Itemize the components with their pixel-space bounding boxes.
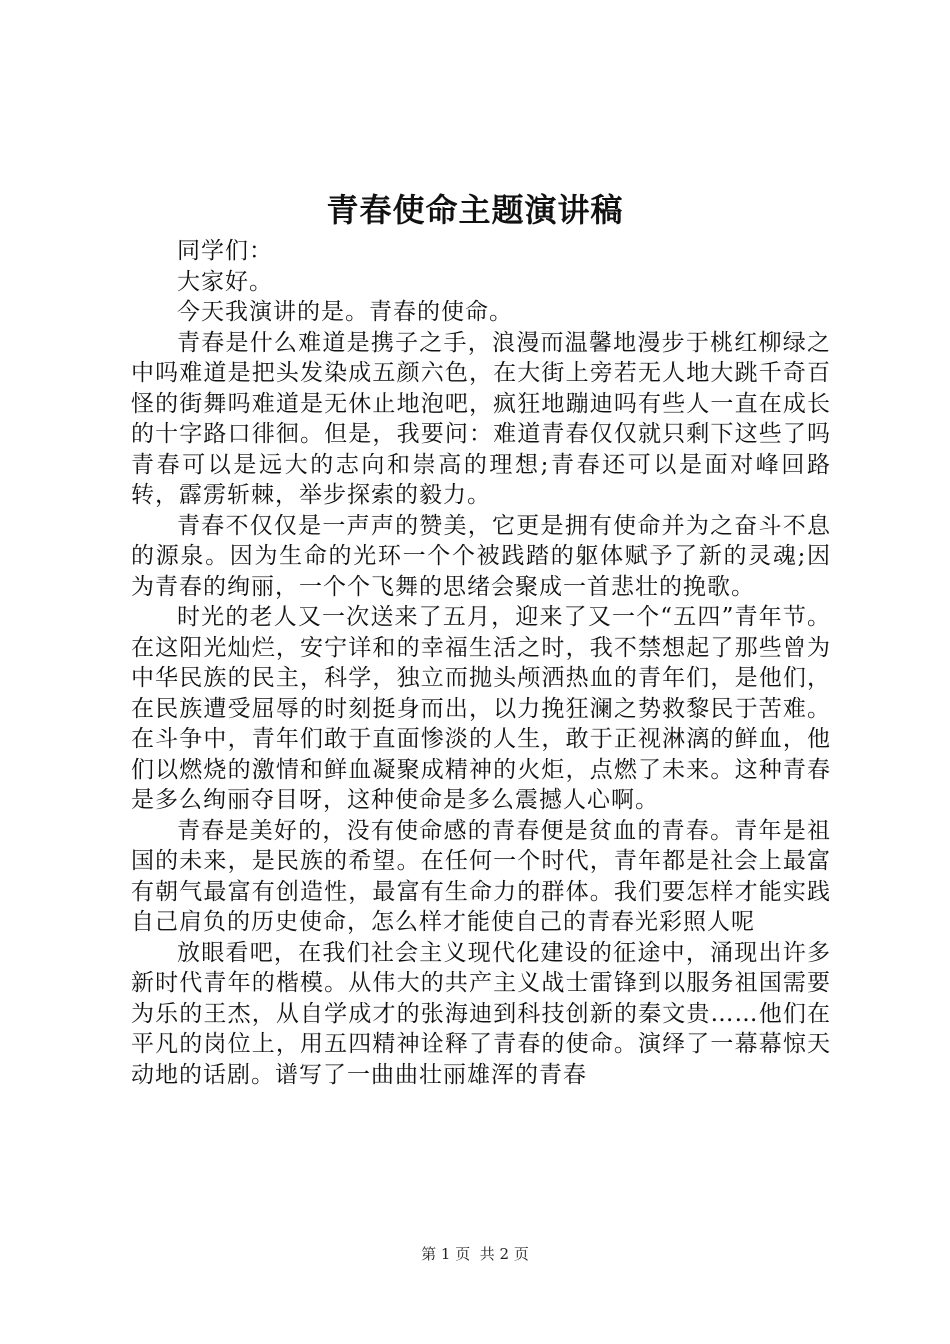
body-paragraph: 时光的老人又一次送来了五月，迎来了又一个“五四”青年节。在这阳光灿烂，安宁详和的幸福生活之时，我不禁想起了那些曾为中华民族的民主，科学，独立而抛头颅洒热血的青年们，是他们，在民族遭受屈辱的时刻挺身而出，以力挽狂澜之势救黎民于苦难。在斗争中，青年们敢于直面惨淡的人生，敢于正视淋漓的鲜血，他们以燃烧的激情和鲜血凝聚成精神的火炬，点燃了未来。这种青春是多么绚丽夺目呀，这种使命是多么震撼人心啊。 — [131, 604, 831, 813]
page-number-label: 第 1 页 共 2 页 — [421, 1245, 529, 1263]
body-paragraph: 青春不仅仅是一声声的赞美，它更是拥有使命并为之奋斗不息的源泉。因为生命的光环一个个被践踏的躯体赋予了新的灵魂;因为青春的绚丽，一个个飞舞的思绪会聚成一首悲壮的挽歌。 — [131, 512, 831, 600]
intro-paragraph: 今天我演讲的是。青春的使命。 — [177, 299, 513, 325]
body-paragraph: 放眼看吧，在我们社会主义现代化建设的征途中，涌现出许多新时代青年的楷模。从伟大的共产主义战士雷锋到以服务祖国需要为乐的王杰，从自学成才的张海迪到科技创新的秦文贵……他们在平凡的岗位上，用五四精神诠释了青春的使命。演绎了一幕幕惊天动地的话剧。谱写了一曲曲壮丽雄浑的青春 — [131, 939, 831, 1088]
document-body — [131, 236, 831, 1090]
salutation-paragraph: 同学们： — [177, 238, 273, 264]
greeting-paragraph: 大家好。 — [177, 268, 273, 295]
page-footer — [0, 1244, 950, 1264]
body-paragraph: 青春是美好的，没有使命感的青春便是贫血的青春。青年是祖国的未来，是民族的希望。在任何一个时代，青年都是社会上最富有朝气最富有创造性，最富有生命力的群体。我们要怎样才能实践自己肩负的历史使命，怎么样才能使自己的青春光彩照人呢 — [131, 817, 831, 935]
document-title: 青春使命主题演讲稿 — [326, 191, 624, 229]
body-paragraph: 青春是什么难道是携子之手，浪漫而温馨地漫步于桃红柳绿之中吗难道是把头发染成五颜六色，在大街上旁若无人地大跳千奇百怪的街舞吗难道是无休止地泡吧，疯狂地蹦迪吗有些人一直在成长的十字路口徘徊。但是，我要问：难道青春仅仅就只剩下这些了吗青春可以是远大的志向和崇高的理想;青春还可以是面对峰回路转，霹雳斩棘，举步探索的毅力。 — [131, 329, 831, 508]
